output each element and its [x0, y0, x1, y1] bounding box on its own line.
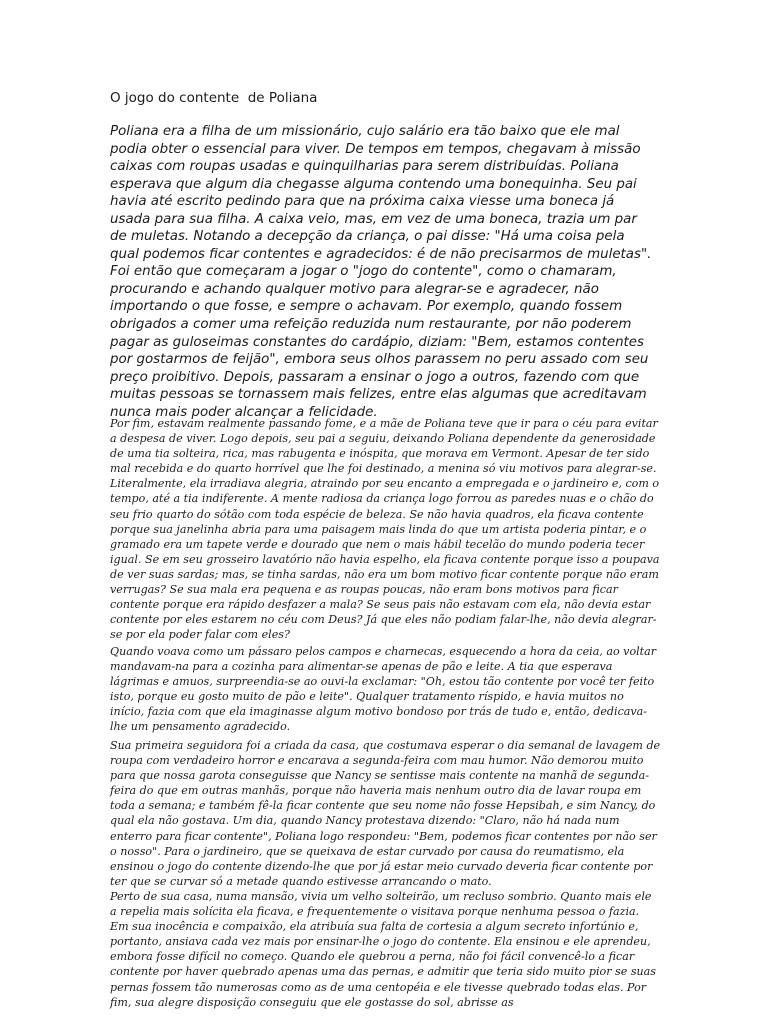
body-paragraph: Perto de sua casa, numa mansão, vivia um velho solteirão, um recluso sombrio. Quanto mais ele a repelia mais solícita ela ficava, e frequentemente o visitava porque nenhuma pessoa o fazia. Em sua inocência e compaixão, ela atribuía sua falta de cortesia a algum secreto infortúnio e, portanto, ansiava cada vez mais por ensinar-lhe o jogo do contente. Ela ensinou e ele aprendeu, embora fosse difícil no começo. Quando ele quebrou a perna, não foi fácil convencê-lo a ficar contente por haver quebrado apenas uma das pernas, e admitir que teria sido muito pior se suas pernas fossem tão numerosas como as de uma centopéia e ele tivesse quebrado todas elas. Por fim, sua alegre disposição conseguiu que ele gostasse do sol, abrisse as — [110, 890, 656, 1009]
body-paragraph: Quando voava como um pássaro pelos campos e charnecas, esquecendo a hora da ceia, ao voltar mandavam-na para a cozinha para alimentar-se apenas de pão e leite. A tia que esperava lágrimas e amuos, surpreendia-se ao ouvi-la exclamar: "Oh, estou tão contente por você ter feito isto, porque eu gosto muito de pão e leite". Qualquer tratamento ríspido, e havia muitos no início, fazia com que ela imaginasse algum motivo bondoso por trás de tudo e, então, dedicava-lhe um pensamento agradecido. — [110, 645, 657, 734]
intro-paragraph: Poliana era a filha de um missionário, cujo salário era tão baixo que ele mal podia obter o essencial para viver. De tempos em tempos, chegavam à missão caixas com roupas usadas e quinquilharias para serem distribuídas. Poliana esperava que algum dia chegasse alguma contendo uma bonequinha. Seu pai havia até escrito pedindo para que na próxima caixa viesse uma boneca já usada para sua filha. A caixa veio, mas, em vez de uma boneca, trazia um par de muletas. Notando a decepção da criança, o pai disse: "Há uma coisa pela qual podemos ficar contentes e agradecidos: é de não precisarmos de muletas". Foi então que começaram a jogar o "jogo do contente", como o chamaram, procurando e achando qualquer motivo para alegrar-se e agradecer, não importando o que fosse, e sempre o achavam. Por exemplo, quando fossem obrigados a comer uma refeição reduzida num restaurante, por não poderem pagar as guloseimas constantes do cardápio, diziam: "Bem, estamos contentes por gostarmos de feijão", embora seus olhos parassem no peru assado com seu preço proibitivo. Depois, passaram a ensinar o jogo a outros, fazendo com que muitas pessoas se tornassem mais felizes, entre elas algumas que acreditavam nunca mais poder alcançar a felicidade. — [110, 124, 652, 420]
document-title: O jogo do contente de Poliana — [110, 90, 318, 106]
body-paragraph: Sua primeira seguidora foi a criada da casa, que costumava esperar o dia semanal de lavagem de roupa com verdadeiro horror e encarava a segunda-feira com mau humor. Não demorou muito para que nossa garota conseguisse que Nancy se sentisse mais contente na manhã de segunda-feira do que em outras manhãs, porque não haveria mais nenhum outro dia de lavar roupa em toda a semana; e também fê-la ficar contente que seu nome não fosse Hepsibah, e sim Nancy, do qual ela não gostava. Um dia, quando Nancy protestava dizendo: "Claro, não há nada num enterro para ficar contente", Poliana logo respondeu: "Bem, podemos ficar contentes por não ser o nosso". Para o jardineiro, que se queixava de estar curvado por causa do reumatismo, ela ensinou o jogo do contente dizendo-lhe que por já estar meio curvado deveria ficar contente por ter que se curvar só a metade quando estivesse arrancando o mato. — [110, 739, 661, 888]
body-paragraph: Por fim, estavam realmente passando fome, e a mãe de Poliana teve que ir para o céu para evitar a despesa de viver. Logo depois, seu pai a seguiu, deixando Poliana dependente da generosidade de uma tia solteira, rica, mas rabugenta e inóspita, que morava em Vermont. Apesar de ter sido mal recebida e do quarto horrível que lhe foi destinado, a menina só viu motivos para alegrar-se. Literalmente, ela irradiava alegria, atraindo por seu encanto a empregada e o jardineiro e, com o tempo, até a tia indiferente. A mente radiosa da criança logo forrou as paredes nuas e o chão do seu frio quarto do sótão com toda espécie de beleza. Se não havia quadros, ela ficava contente porque sua janelinha abria para uma paisagem mais linda do que um artista poderia pintar, e o gramado era um tapete verde e dourado que nem o mais hábil tecelão do mundo poderia tecer igual. Se em seu grosseiro lavatório não havia espelho, ela ficava contente porque isso a poupava de ver suas sardas; mas, se tinha sardas, não era um bom motivo ficar contente porque não eram verrugas? Se sua mala era pequena e as roupas poucas, não eram bons motivos para ficar contente porque era rápido desfazer a mala? Se seus pais não estavam com ela, não devia estar contente por eles estarem no céu com Deus? Já que eles não podiam falar-lhe, não devia alegrar-se por ela poder falar com eles? — [110, 417, 660, 642]
